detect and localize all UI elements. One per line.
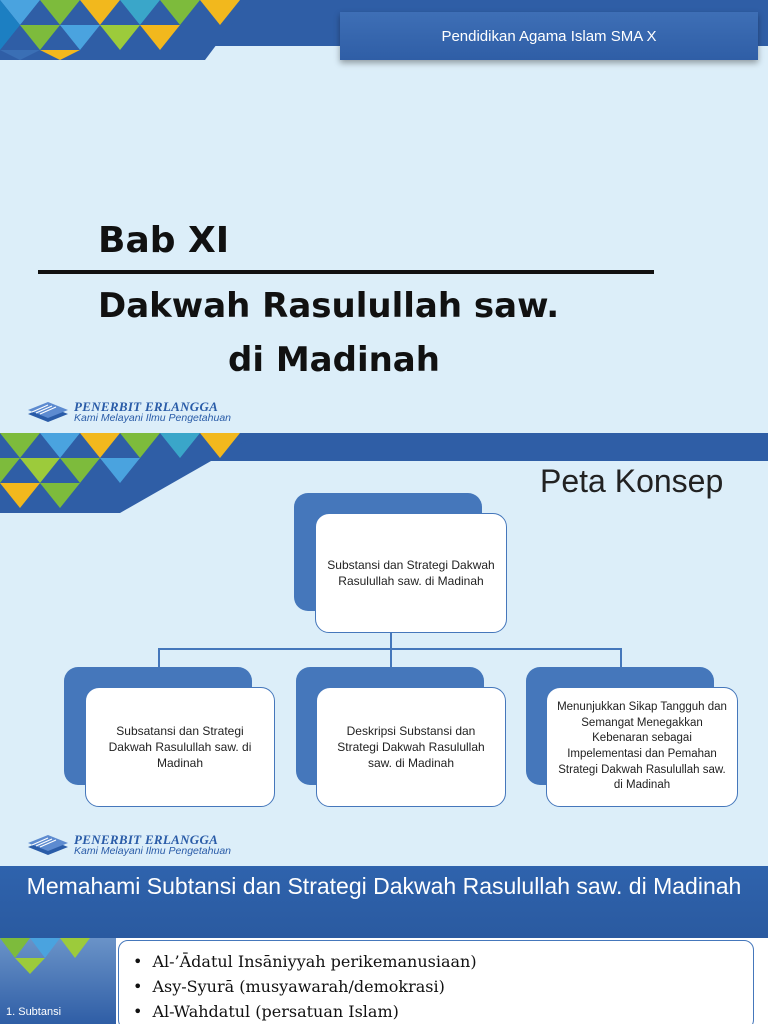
concept-box-1 [85,687,275,807]
course-header: Pendidikan Agama Islam SMA X [340,12,758,60]
book-stack-icon [26,400,70,424]
slide-substance [0,866,768,1024]
publisher-name: PENERBIT ERLANGGA [74,399,219,415]
list-item: • Al-’Ādatul Insāniyyah perikemanusiaan) [133,949,753,974]
concept-box-main-text: Substansi dan Strategi Dakwah Rasulullah saw. di Madinah [327,557,495,588]
publisher-logo [26,397,231,427]
connector-left [158,648,160,668]
connector-right [620,648,622,668]
concept-box-2 [316,687,506,807]
publisher-name: PENERBIT ERLANGGA [74,832,219,848]
list-item: • Al-Wahdatul (persatuan Islam) [133,999,753,1024]
slide-concept-map [0,433,768,866]
slide-title [0,0,768,433]
concept-box-3-text: Menunjukkan Sikap Tangguh dan Semangat Menegakkan Kebenaran sebagai Impelementasi dan Pemahan Strategi Dakwah Rasulullah saw. di Madinah [557,701,727,792]
chapter-title-line2: di Madinah [228,340,440,380]
publisher-tagline: Kami Melayani Ilmu Pengetahuan [74,412,232,425]
connector-center [390,648,392,668]
concept-box-main [315,513,507,633]
concept-map-heading: Peta Konsep [540,463,724,499]
chapter-title-line1: Dakwah Rasulullah saw. [98,286,560,326]
title-divider [38,270,654,274]
decorative-triangles [0,938,116,978]
slide-heading: Memahami Subtansi dan Strategi Dakwah Rasulullah saw. di Madinah [0,866,768,938]
section-label: 1. Subtansi [6,1006,62,1018]
publisher-logo [26,830,231,860]
concept-box-3 [546,687,738,807]
chapter-number: Bab XI [98,220,230,261]
publisher-tagline: Kami Melayani Ilmu Pengetahuan [74,845,232,858]
concept-box-2-text: Deskripsi Substansi dan Strategi Dakwah Rasulullah saw. di Madinah [337,723,485,771]
substance-list [118,940,754,1024]
book-stack-icon [26,833,70,857]
list-item: • Asy-Syurā (musyawarah/demokrasi) [133,974,753,999]
concept-box-1-text: Subsatansi dan Strategi Dakwah Rasulullah saw. di Madinah [108,723,252,771]
connector-vertical-main [390,633,392,649]
